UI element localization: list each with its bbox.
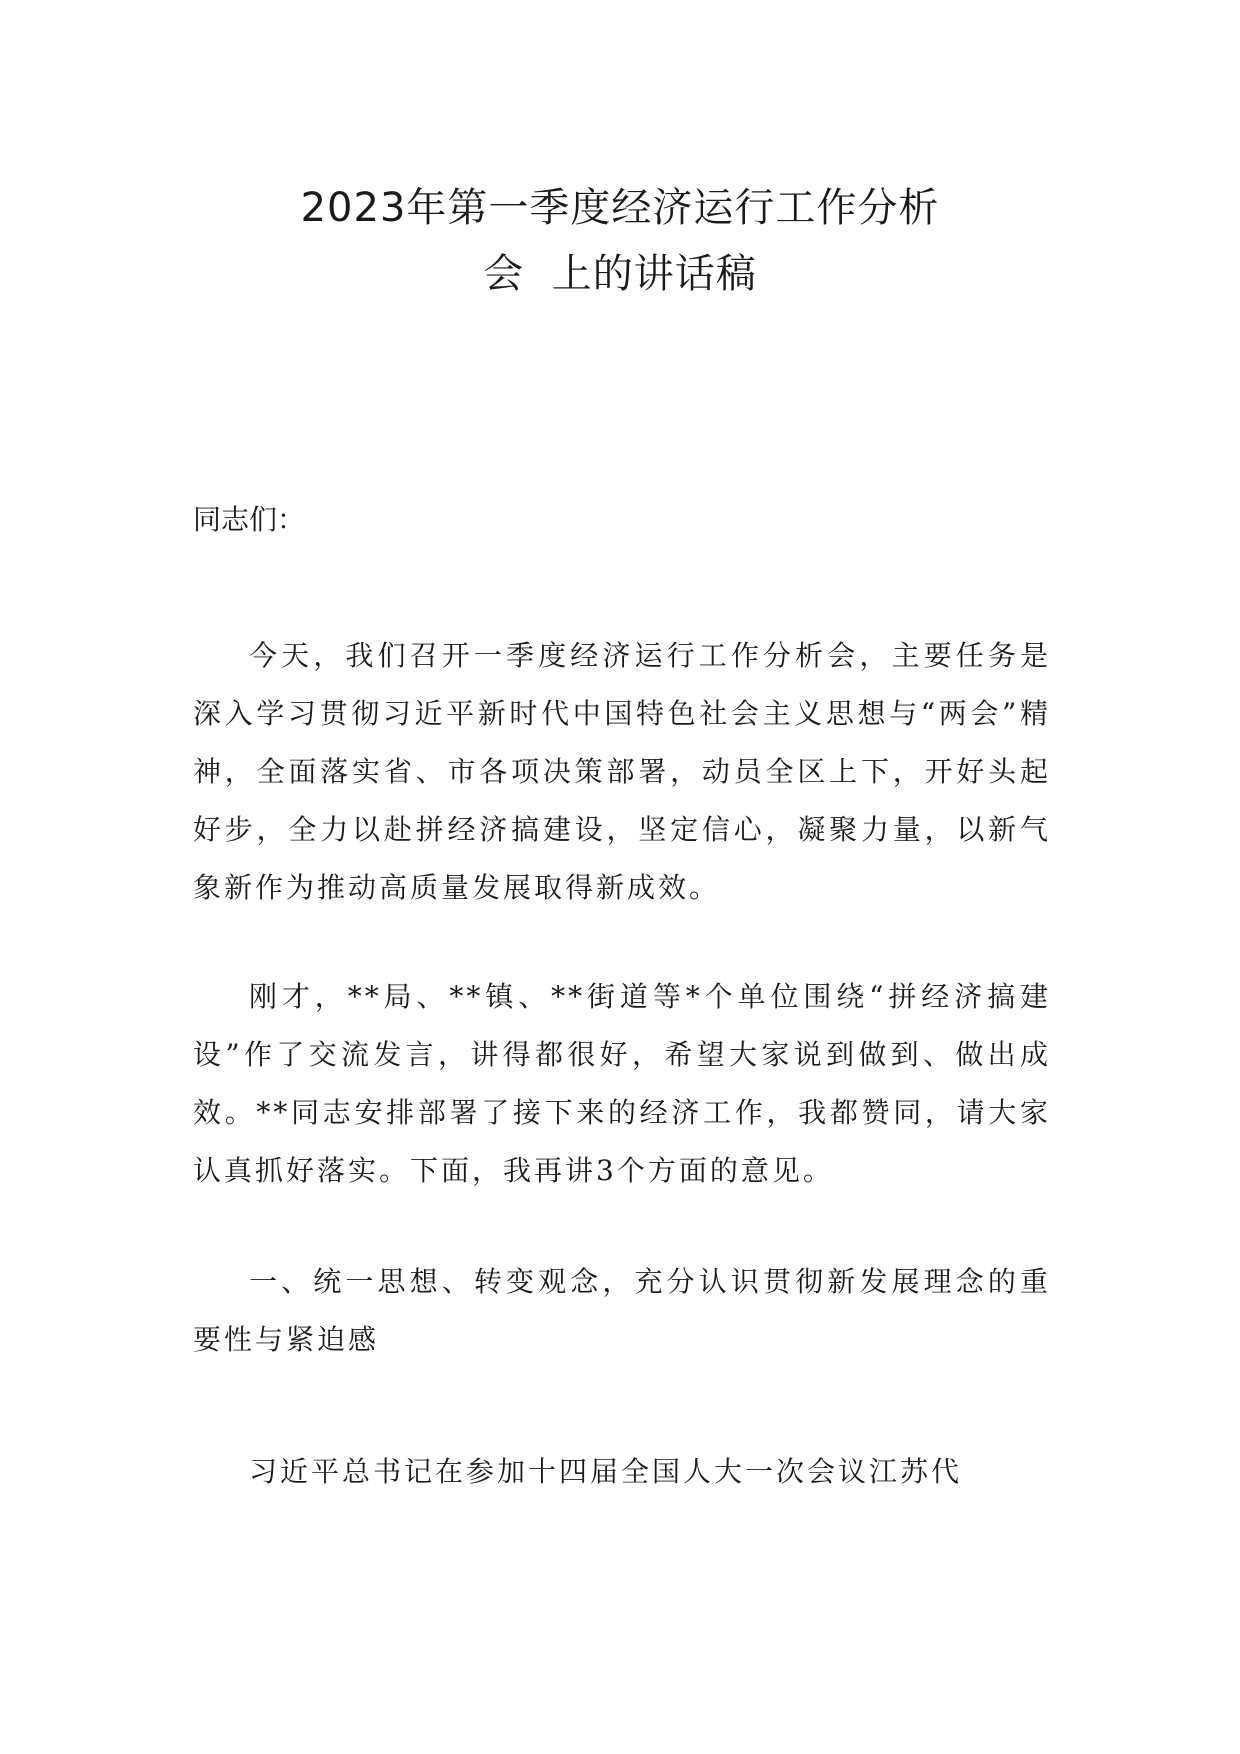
section-heading-1: 一、统一思想、转变观念，充分认识贯彻新发展理念的重要性与紧迫感	[193, 1265, 1051, 1356]
paragraph-3: 习近平总书记在参加十四届全国人大一次会议江苏代	[249, 1455, 963, 1488]
salutation: 同志们：	[193, 503, 306, 536]
paragraph-2: 刚才，**局、**镇、**街道等*个单位围绕“拼经济搞建设”作了交流发言，讲得都很好，希望大家说到做到、做出成效。**同志安排部署了接下来的经济工作，我都赞同，请大家认真抓好落实。下面，我再讲3个方面的意见。	[193, 980, 1051, 1187]
document-title-line-2: 会 上的讲话稿	[483, 251, 757, 297]
document-title-line-1: 2023年第一季度经济运行工作分析	[300, 185, 940, 231]
paragraph-1: 今天，我们召开一季度经济运行工作分析会，主要任务是深入学习贯彻习近平新时代中国特色社会主义思想与“两会”精神，全面落实省、市各项决策部署，动员全区上下，开好头起好步，全力以赴拼经济搞建设，坚定信心，凝聚力量，以新气象新作为推动高质量发展取得新成效。	[193, 639, 1051, 904]
